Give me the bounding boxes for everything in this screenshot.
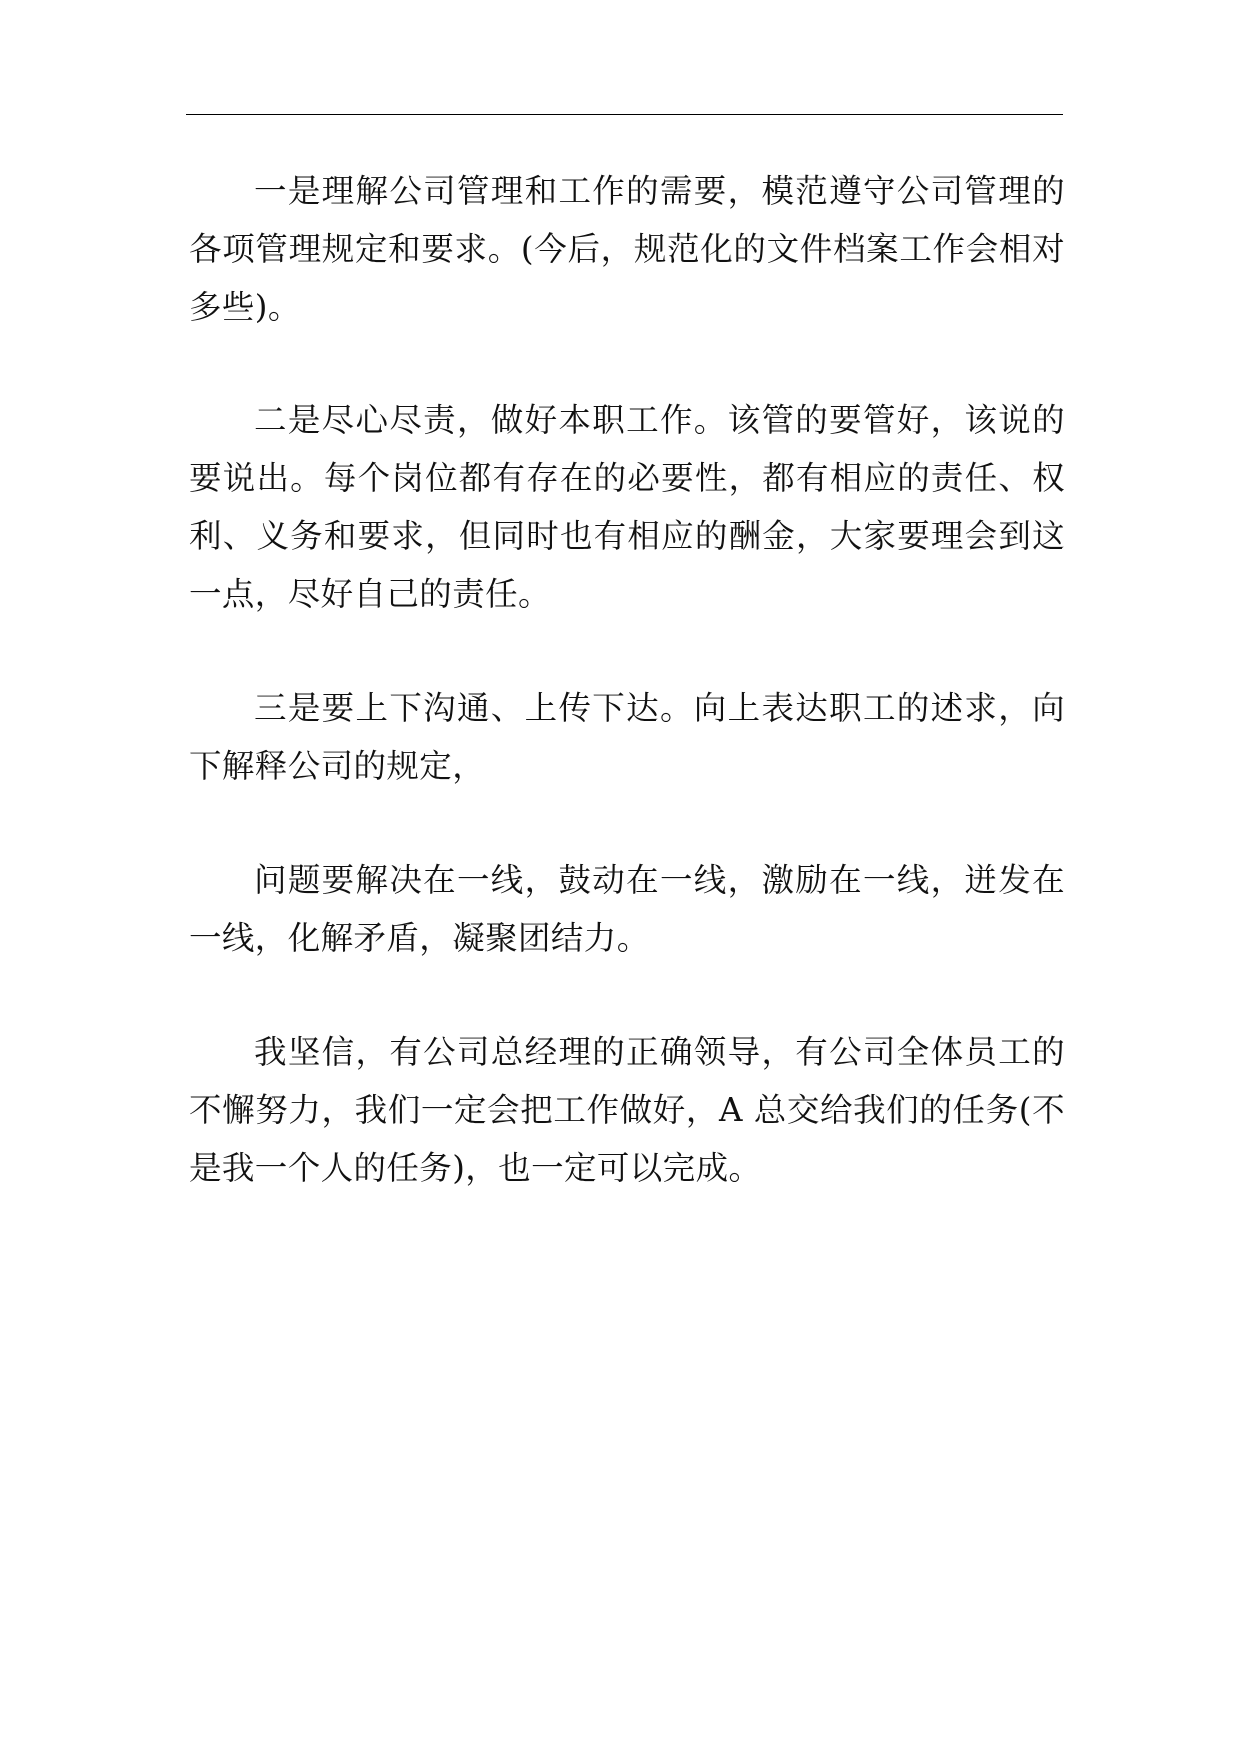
paragraph-4: 问题要解决在一线，鼓动在一线，激励在一线，迸发在一线，化解矛盾，凝聚团结力。 [189,861,1065,957]
paragraph-1: 一是理解公司管理和工作的需要，模范遵守公司管理的各项管理规定和要求。(今后，规范化的文件档案工作会相对多些)。 [189,172,1065,326]
document-body [189,162,1065,1197]
paragraph-3: 三是要上下沟通、上传下达。向上表达职工的述求，向下解释公司的规定， [189,689,1065,785]
paragraph-5: 我坚信，有公司总经理的正确领导，有公司全体员工的不懈努力，我们一定会把工作做好，A 总交给我们的任务(不是我一个人的任务)，也一定可以完成。 [189,1033,1065,1187]
paragraph-2: 二是尽心尽责，做好本职工作。该管的要管好，该说的要说出。每个岗位都有存在的必要性，都有相应的责任、权利、义务和要求，但同时也有相应的酬金，大家要理会到这一点，尽好自己的责任。 [189,401,1065,613]
header-rule [186,114,1063,115]
